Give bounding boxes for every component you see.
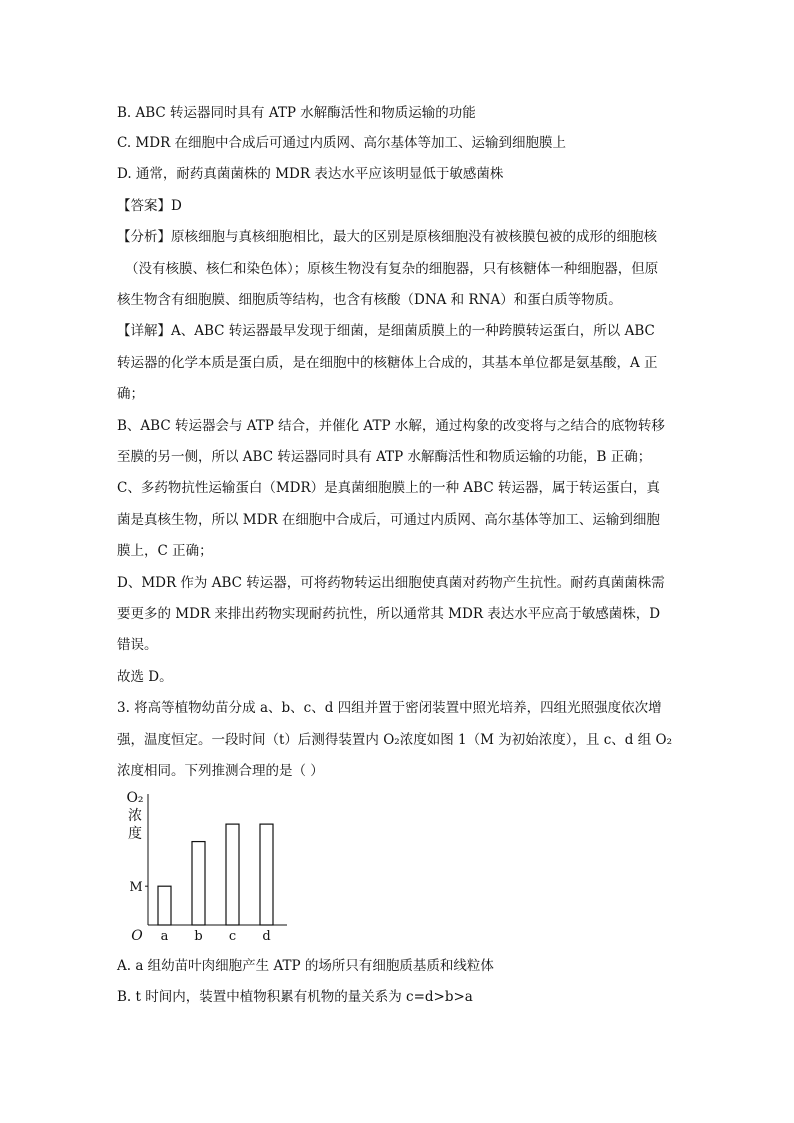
text-line: 核生物含有细胞膜、细胞质等结构，也含有核酸（DNA 和 RNA）和蛋白质等物质。 [117, 292, 622, 308]
option-a-line: A. a 组幼苗叶肉细胞产生 ATP 的场所只有细胞质基质和线粒体 [117, 958, 494, 974]
text-line: 转运器的化学本质是蛋白质，是在细胞中的核糖体上合成的，其基本单位都是氨基酸，A 正 [117, 355, 658, 371]
text-line: B. ABC 转运器同时具有 ATP 水解酶活性和物质运输的功能 [117, 105, 476, 121]
text-line: 强，温度恒定。一段时间（t）后测得装置内 O₂浓度如图 1（M 为初始浓度），且 c、d 组 O₂ [117, 732, 672, 748]
text-line: 错误。 [117, 637, 158, 653]
y-axis-label-char: O₂ [126, 790, 144, 806]
y-axis-label-char: 浓 [128, 808, 142, 824]
text-line: C. MDR 在细胞中合成后可通过内质网、高尔基体等加工、运输到细胞膜上 [117, 135, 567, 151]
bar-c [226, 824, 239, 925]
o2-concentration-chart [115, 780, 295, 948]
text-line: （没有核膜、核仁和染色体）；原核生物没有复杂的细胞器，只有核糖体一种细胞器，但原 [125, 261, 659, 277]
text-line: 故选 D。 [117, 669, 173, 685]
origin-label: O [131, 928, 143, 944]
question-line: 3. 将高等植物幼苗分成 a、b、c、d 四组并置于密闭装置中照光培养，四组光照强度依次增 [117, 700, 662, 716]
text-line: 至膜的另一侧，所以 ABC 转运器同时具有 ATP 水解酶活性和物质运输的功能，B 正确； [117, 449, 652, 465]
answer-line: 【答案】D [117, 198, 182, 214]
text-line: C、多药物抗性运输蛋白（MDR）是真菌细胞膜上的一种 ABC 转运器，属于转运蛋白，真 [117, 480, 660, 496]
bar-b [192, 842, 205, 925]
option-b-line: B. t 时间内，装置中植物积累有机物的量关系为 c=d>b>a [117, 989, 473, 1005]
y-tick-label: M [129, 880, 143, 896]
x-tick-label-d: d [262, 929, 271, 944]
text-line: 膜上，C 正确； [117, 543, 213, 559]
y-axis-label-char: 度 [128, 826, 142, 842]
bar-d [260, 824, 273, 925]
x-tick-label-a: a [160, 929, 169, 944]
text-line: D. 通常，耐药真菌菌株的 MDR 表达水平应该明显低于敏感菌株 [117, 166, 504, 182]
x-tick-label-c: c [228, 929, 237, 944]
bar-a [158, 886, 171, 925]
text-line: 要更多的 MDR 来排出药物实现耐药抗性，所以通常其 MDR 表达水平应高于敏感菌株，D [117, 606, 661, 622]
text-line: B、ABC 转运器会与 ATP 结合，并催化 ATP 水解，通过构象的改变将与之结合的底物转移 [117, 418, 665, 434]
detail-line: 【详解】A、ABC 转运器最早发现于细菌，是细菌质膜上的一种跨膜转运蛋白，所以 ABC [117, 323, 655, 339]
text-line: 浓度相同。下列推测合理的是（ ） [117, 763, 324, 779]
text-line: 菌是真核生物，所以 MDR 在细胞中合成后，可通过内质网、高尔基体等加工、运输到细胞 [117, 512, 660, 528]
x-tick-label-b: b [194, 929, 203, 944]
analysis-line: 【分析】原核细胞与真核细胞相比，最大的区别是原核细胞没有被核膜包被的成形的细胞核 [117, 229, 657, 245]
text-line: 确； [117, 386, 144, 402]
text-line: D、MDR 作为 ABC 转运器，可将药物转运出细胞使真菌对药物产生抗性。耐药真菌菌株需 [117, 575, 665, 591]
